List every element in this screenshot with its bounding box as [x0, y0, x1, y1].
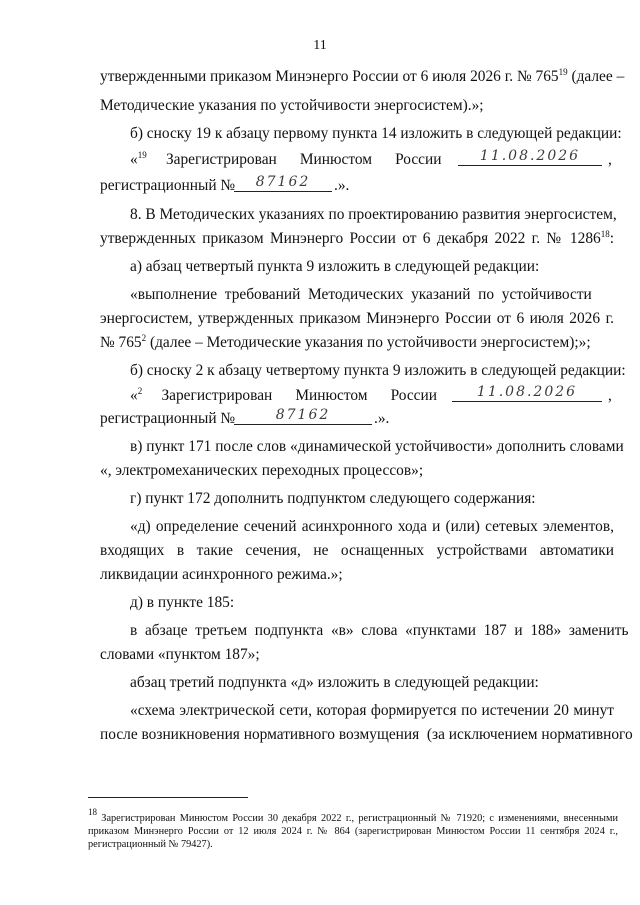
text-line: абзац третий подпункта «д» изложить в следующей редакции:: [130, 674, 539, 691]
handwritten-date: 11.08.2026: [458, 147, 602, 166]
text-line: б) сноску 2 к абзацу четвертому пункта 9 изложить в следующей редакции:: [130, 362, 626, 379]
text-line: регистрационный № 87162 .».: [100, 407, 390, 427]
footnote-line: регистрационный № 79427).: [88, 839, 213, 850]
text-line: Методические указания по устойчивости энергосистем).»;: [100, 97, 484, 114]
text-line: № $765^2$ (далее – Методические указания по устойчивости энергосистем);»;: [100, 333, 591, 351]
text-line: в) пункт 171 после слов «динамической устойчивости» дополнить словами: [130, 438, 624, 455]
footnote-19-line: «$^{19}$ Зарегистрирован Минюстом России 11.08.2026 ,: [130, 148, 612, 168]
text-line: регистрационный № 87162 .».: [100, 174, 350, 194]
handwritten-date: 11.08.2026: [452, 383, 602, 402]
text-line: ликвидации асинхронного режима.»;: [100, 566, 343, 583]
text-line: словами «пунктом 187»;: [100, 646, 260, 663]
text-line: после возникновения нормативного возмущения (за исключением нормативного: [100, 726, 633, 743]
text-line: утвержденных приказом Минэнерго России от 6 декабря 2022 г. № 1286$^{18}$:: [100, 229, 614, 247]
text-line: «схема электрической сети, которая формируется по истечении 20 минут: [130, 702, 614, 719]
footnote-line: $^{18}$ Зарегистрирован Минюстом России 30 декабря 2022 г., регистрационный № 71920; с изменениями, внесенными: [88, 807, 618, 824]
text-line: «, электромеханических переходных процессов»;: [100, 462, 424, 479]
handwritten-reg-number: 87162: [234, 173, 332, 192]
text-line: а) абзац четвертый пункта 9 изложить в следующей редакции:: [130, 258, 540, 275]
text-line: энергосистем, утвержденных приказом Минэнерго России от 6 июля 2026 г.: [100, 310, 614, 327]
comma: ,: [608, 387, 612, 404]
text-line: г) пункт 172 дополнить подпунктом следующего содержания:: [130, 490, 536, 507]
text-line: б) сноску 19 к абзацу первому пункта 14 изложить в следующей редакции:: [130, 125, 622, 142]
text-line: в абзаце третьем подпункта «в» слова «пунктами 187 и 188» заменить: [130, 622, 629, 639]
text-line: утвержденными приказом Минэнерго России от 6 июля 2026 г. № $765^{19}$ (далее –: [100, 67, 625, 85]
text-line: 8. В Методических указаниях по проектированию развития энергосистем,: [130, 206, 617, 223]
text-line: д) в пункте 185:: [130, 594, 235, 611]
text-line: входящих в такие сечения, не оснащенных устройствами автоматики: [100, 542, 614, 559]
text-line: «выполнение требований Методических указаний по устойчивости: [130, 286, 592, 303]
footnote-2-line: «$^2$ Зарегистрирован Минюстом России 11.08.2026 ,: [130, 384, 612, 404]
footnote-divider: [88, 797, 248, 798]
handwritten-reg-number: 87162: [234, 406, 372, 425]
text-line: «д) определение сечений асинхронного хода и (или) сетевых элементов,: [130, 518, 614, 535]
closing-quote: .».: [374, 410, 390, 427]
page-number: 11: [313, 38, 327, 53]
footnote-line: приказом Минэнерго России от 12 июля 2024 г. № 864 (зарегистрирован Минюстом России 11 сентября 2024 г.,: [88, 826, 618, 837]
closing-quote: .».: [334, 177, 350, 194]
comma: ,: [608, 151, 612, 168]
